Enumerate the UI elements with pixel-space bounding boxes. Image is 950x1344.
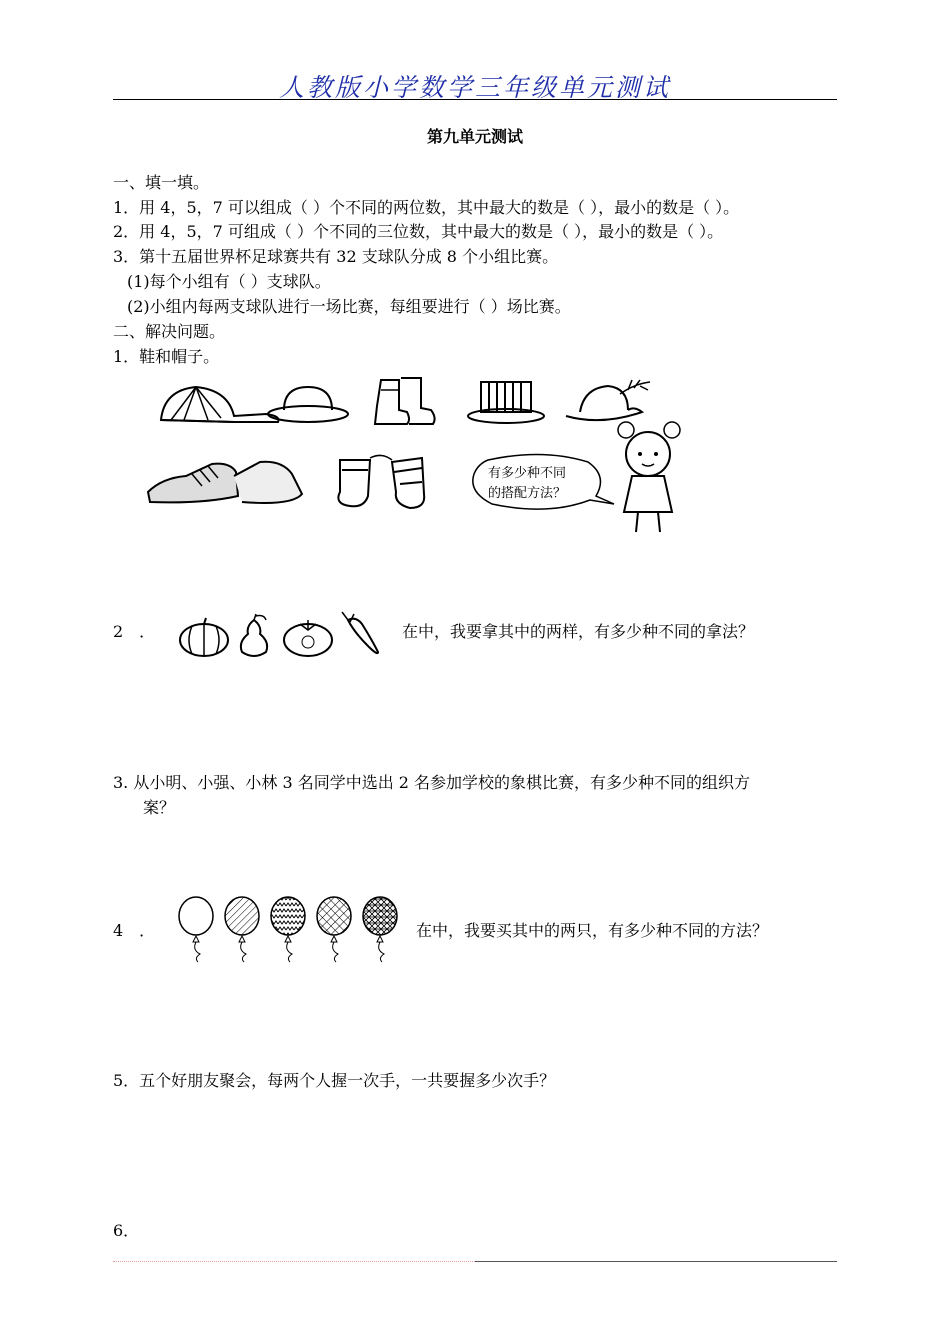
header-divider — [113, 99, 837, 100]
section-1-heading: 一、填一填。 — [113, 173, 210, 192]
question-1-3b: (2)小组内每两支球队进行一场比赛，每组要进行（ ）场比赛。 — [127, 297, 571, 316]
header-title: 人教版小学数学三年级单元测试 — [278, 73, 671, 102]
page-title: 第九单元测试 — [426, 127, 523, 146]
footer-dotted-line — [113, 1261, 475, 1262]
speech-bubble-text — [488, 464, 566, 504]
pear-icon — [236, 612, 272, 658]
sneakers-icon — [142, 452, 310, 516]
speech-line-2: 的搭配方法？ — [488, 486, 567, 501]
balloons-group — [174, 896, 400, 964]
question-2-3-line-2: 案？ — [143, 798, 176, 817]
socks-icon — [330, 452, 442, 514]
balloon-icon — [271, 897, 305, 962]
top-hat-icon — [465, 378, 547, 428]
question-2-5: 5．五个好朋友聚会，每两个人握一次手，一共要握多少次手？ — [113, 1071, 556, 1090]
question-1-1: 1．用 4，5，7 可以组成（ ）个不同的两位数，其中最大的数是（ ），最小的数是（ ）。 — [113, 198, 740, 217]
question-2-2: 在中，我要拿其中的两样，有多少种不同的拿法？ — [402, 622, 755, 641]
balloon-icon — [179, 897, 213, 962]
question-2-3-line-1: 3. 从小明、小强、小林 3 名同学中选出 2 名参加学校的象棋比赛，有多少种不同的组织方 — [113, 773, 751, 792]
pumpkin-icon — [178, 616, 230, 658]
balloon-icon — [225, 897, 259, 962]
girl-icon — [614, 416, 686, 540]
section-2-heading: 二、解决问题。 — [113, 322, 226, 341]
question-1-3a: (1)每个小组有（ ）支球队。 — [127, 272, 331, 291]
boots-icon — [365, 376, 441, 430]
round-hat-icon — [266, 382, 350, 427]
pepper-icon — [338, 610, 382, 658]
question-2-1: 1．鞋和帽子。 — [113, 347, 220, 366]
speech-line-1: 有多少种不同 — [488, 466, 567, 481]
question-2-4: 在中，我要买其中的两只，有多少种不同的方法？ — [416, 921, 769, 940]
balloon-icon — [363, 897, 397, 962]
question-2-4-number: 4 ． — [113, 921, 156, 940]
question-1-2: 2．用 4，5，7 可组成（ ）个不同的三位数，其中最大的数是（ ），最小的数是（ ）。 — [113, 222, 724, 241]
footer-divider — [475, 1261, 837, 1262]
question-2-2-number: 2 ． — [113, 622, 156, 641]
balloon-icon — [317, 897, 351, 962]
question-2-6: 6． — [113, 1221, 140, 1240]
question-1-3: 3．第十五届世界杯足球赛共有 32 支球队分成 8 个小组比赛。 — [113, 247, 559, 266]
tomato-icon — [282, 614, 334, 658]
